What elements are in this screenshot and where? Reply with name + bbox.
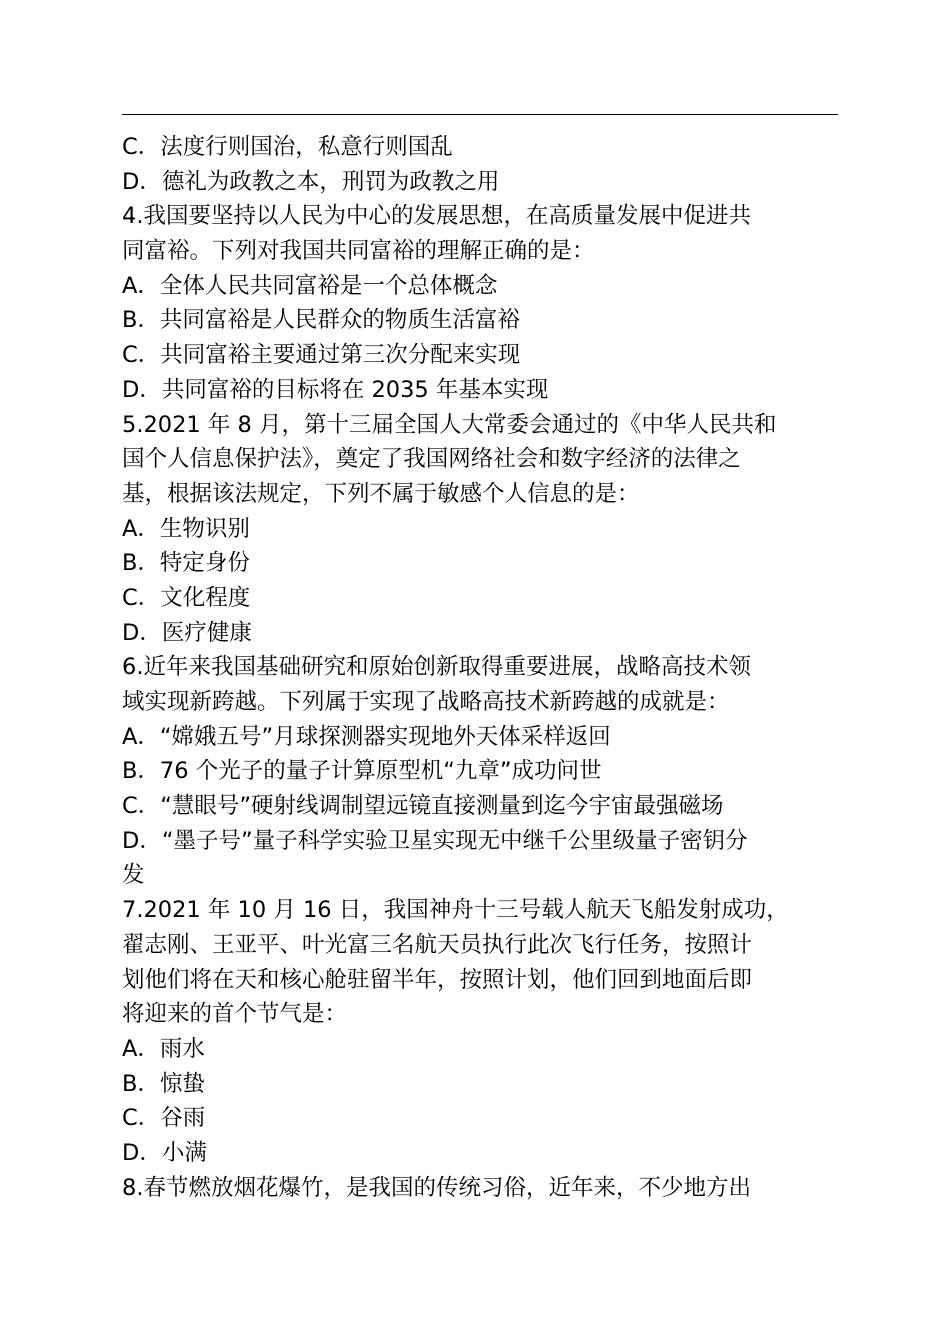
header-rule <box>122 114 838 115</box>
text-line-q6-option-c: C．“慧眼号”硬射线调制望远镜直接测量到迄今宇宙最强磁场 <box>122 793 724 820</box>
text-line-q7-option-c: C．谷雨 <box>122 1105 206 1132</box>
text-line-q7-option-d: D．小满 <box>122 1139 207 1166</box>
text-line-q4-stem-2: 同富裕。下列对我国共同富裕的理解正确的是： <box>122 238 595 265</box>
text-line-q3-option-d: D．德礼为政教之本，刑罚为政教之用 <box>122 168 500 195</box>
text-line-q7-stem-1: 7.2021 年 10 月 16 日，我国神舟十三号载人航天飞船发射成功， <box>122 897 789 924</box>
text-line-q6-option-a: A．“嫦娥五号”月球探测器实现地外天体采样返回 <box>122 723 611 750</box>
text-line-q6-option-b: B．76 个光子的量子计算原型机“九章”成功问世 <box>122 758 602 785</box>
text-line-q5-option-d: D．医疗健康 <box>122 619 252 646</box>
text-line-q6-option-d-1: D．“墨子号”量子科学实验卫星实现无中继千公里级量子密钥分 <box>122 827 748 854</box>
text-line-q6-stem-2: 域实现新跨越。下列属于实现了战略高技术新跨越的成就是： <box>122 689 730 715</box>
text-line-q3-option-c: C．法度行则国治，私意行则国乱 <box>122 134 453 160</box>
text-line-q4-option-d: D．共同富裕的目标将在 2035 年基本实现 <box>122 376 549 403</box>
text-line-q5-option-a: A．生物识别 <box>122 515 250 542</box>
document-body <box>122 130 838 1205</box>
text-line-q4-stem-1: 4.我国要坚持以人民为中心的发展思想，在高质量发展中促进共 <box>122 203 751 230</box>
text-line-q4-option-b: B．共同富裕是人民群众的物质生活富裕 <box>122 307 520 334</box>
text-line-q5-stem-2: 国个人信息保护法》，奠定了我国网络社会和数字经济的法律之 <box>122 446 741 473</box>
text-line-q8-stem-1: 8.春节燃放烟花爆竹，是我国的传统习俗，近年来，不少地方出 <box>122 1174 751 1201</box>
text-line-q4-option-a: A．全体人民共同富裕是一个总体概念 <box>122 272 498 299</box>
text-line-q7-stem-2: 翟志刚、王亚平、叶光富三名航天员执行此次飞行任务，按照计 <box>122 931 753 958</box>
text-line-q6-stem-1: 6.近年来我国基础研究和原始创新取得重要进展，战略高技术领 <box>122 654 751 681</box>
text-line-q7-option-b: B．惊蛰 <box>122 1070 205 1097</box>
text-line-q7-stem-4: 将迎来的首个节气是： <box>122 1001 348 1028</box>
text-line-q7-option-a: A．雨水 <box>122 1035 205 1062</box>
text-line-q5-stem-3: 基，根据该法规定，下列不属于敏感个人信息的是： <box>122 480 640 507</box>
text-line-q5-option-c: C．文化程度 <box>122 584 251 611</box>
text-line-q6-option-d-2: 发 <box>122 862 145 889</box>
text-line-q4-option-c: C．共同富裕主要通过第三次分配来实现 <box>122 342 521 369</box>
text-line-q5-option-b: B．特定身份 <box>122 550 250 577</box>
text-line-q7-stem-3: 划他们将在天和核心舱驻留半年，按照计划，他们回到地面后即 <box>122 966 753 993</box>
text-line-q5-stem-1: 5.2021 年 8 月，第十三届全国人大常委会通过的《中华人民共和 <box>122 411 777 438</box>
